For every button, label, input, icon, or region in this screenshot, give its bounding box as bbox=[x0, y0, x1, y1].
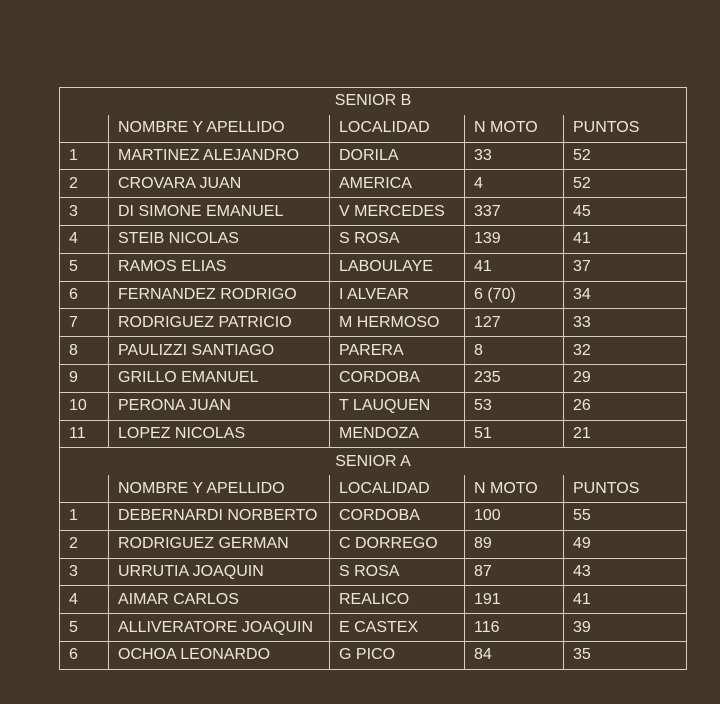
points-cell: 43 bbox=[564, 558, 687, 586]
section-title-row bbox=[60, 88, 687, 115]
section-title: SENIOR A bbox=[60, 448, 687, 475]
moto-number-cell: 33 bbox=[465, 142, 564, 170]
rider-name-cell: FERNANDEZ RODRIGO bbox=[109, 281, 330, 309]
section-title: SENIOR B bbox=[60, 88, 687, 115]
rider-name-cell: CROVARA JUAN bbox=[109, 170, 330, 198]
header-locality: LOCALIDAD bbox=[330, 475, 465, 502]
rider-name-cell: RODRIGUEZ PATRICIO bbox=[109, 309, 330, 337]
table-row bbox=[60, 641, 687, 669]
locality-cell: PARERA bbox=[330, 337, 465, 365]
rider-name-cell: GRILLO EMANUEL bbox=[109, 364, 330, 392]
rider-name-cell: STEIB NICOLAS bbox=[109, 225, 330, 253]
rider-name-cell: MARTINEZ ALEJANDRO bbox=[109, 142, 330, 170]
position-cell: 1 bbox=[60, 502, 109, 530]
position-cell: 4 bbox=[60, 586, 109, 614]
header-pos bbox=[60, 115, 109, 142]
position-cell: 9 bbox=[60, 364, 109, 392]
points-cell: 52 bbox=[564, 170, 687, 198]
table-row bbox=[60, 586, 687, 614]
points-cell: 41 bbox=[564, 586, 687, 614]
table-row bbox=[60, 142, 687, 170]
moto-number-cell: 337 bbox=[465, 198, 564, 226]
locality-cell: I ALVEAR bbox=[330, 281, 465, 309]
points-cell: 55 bbox=[564, 502, 687, 530]
locality-cell: CORDOBA bbox=[330, 502, 465, 530]
section-title-row bbox=[60, 448, 687, 475]
position-cell: 5 bbox=[60, 253, 109, 281]
locality-cell: CORDOBA bbox=[330, 364, 465, 392]
moto-number-cell: 139 bbox=[465, 225, 564, 253]
moto-number-cell: 84 bbox=[465, 641, 564, 669]
position-cell: 3 bbox=[60, 558, 109, 586]
moto-number-cell: 89 bbox=[465, 530, 564, 558]
locality-cell: M HERMOSO bbox=[330, 309, 465, 337]
moto-number-cell: 8 bbox=[465, 337, 564, 365]
rider-name-cell: ALLIVERATORE JOAQUIN bbox=[109, 614, 330, 642]
position-cell: 8 bbox=[60, 337, 109, 365]
table-row bbox=[60, 558, 687, 586]
header-locality: LOCALIDAD bbox=[330, 115, 465, 142]
locality-cell: S ROSA bbox=[330, 558, 465, 586]
position-cell: 6 bbox=[60, 281, 109, 309]
moto-number-cell: 51 bbox=[465, 420, 564, 448]
table-row bbox=[60, 309, 687, 337]
header-pos bbox=[60, 475, 109, 502]
rider-name-cell: RAMOS ELIAS bbox=[109, 253, 330, 281]
moto-number-cell: 235 bbox=[465, 364, 564, 392]
rider-name-cell: DI SIMONE EMANUEL bbox=[109, 198, 330, 226]
points-cell: 32 bbox=[564, 337, 687, 365]
points-cell: 29 bbox=[564, 364, 687, 392]
table-row bbox=[60, 364, 687, 392]
moto-number-cell: 6 (70) bbox=[465, 281, 564, 309]
locality-cell: G PICO bbox=[330, 641, 465, 669]
locality-cell: C DORREGO bbox=[330, 530, 465, 558]
position-cell: 10 bbox=[60, 392, 109, 420]
table-row bbox=[60, 253, 687, 281]
header-name: NOMBRE Y APELLIDO bbox=[109, 115, 330, 142]
moto-number-cell: 116 bbox=[465, 614, 564, 642]
position-cell: 5 bbox=[60, 614, 109, 642]
table-row bbox=[60, 225, 687, 253]
points-cell: 34 bbox=[564, 281, 687, 309]
table-row bbox=[60, 337, 687, 365]
locality-cell: REALICO bbox=[330, 586, 465, 614]
table-row bbox=[60, 502, 687, 530]
header-row bbox=[60, 475, 687, 502]
position-cell: 6 bbox=[60, 641, 109, 669]
locality-cell: S ROSA bbox=[330, 225, 465, 253]
rider-name-cell: PERONA JUAN bbox=[109, 392, 330, 420]
locality-cell: T LAUQUEN bbox=[330, 392, 465, 420]
points-cell: 37 bbox=[564, 253, 687, 281]
points-cell: 45 bbox=[564, 198, 687, 226]
rider-name-cell: LOPEZ NICOLAS bbox=[109, 420, 330, 448]
points-cell: 52 bbox=[564, 142, 687, 170]
table-row bbox=[60, 420, 687, 448]
position-cell: 1 bbox=[60, 142, 109, 170]
points-cell: 41 bbox=[564, 225, 687, 253]
table-row bbox=[60, 614, 687, 642]
table-row bbox=[60, 530, 687, 558]
moto-number-cell: 191 bbox=[465, 586, 564, 614]
locality-cell: E CASTEX bbox=[330, 614, 465, 642]
table-row bbox=[60, 170, 687, 198]
locality-cell: DORILA bbox=[330, 142, 465, 170]
locality-cell: MENDOZA bbox=[330, 420, 465, 448]
position-cell: 2 bbox=[60, 170, 109, 198]
points-cell: 49 bbox=[564, 530, 687, 558]
header-row bbox=[60, 115, 687, 142]
rider-name-cell: OCHOA LEONARDO bbox=[109, 641, 330, 669]
locality-cell: V MERCEDES bbox=[330, 198, 465, 226]
header-points: PUNTOS bbox=[564, 115, 687, 142]
points-cell: 35 bbox=[564, 641, 687, 669]
points-cell: 21 bbox=[564, 420, 687, 448]
header-name: NOMBRE Y APELLIDO bbox=[109, 475, 330, 502]
moto-number-cell: 53 bbox=[465, 392, 564, 420]
table-row bbox=[60, 198, 687, 226]
moto-number-cell: 41 bbox=[465, 253, 564, 281]
moto-number-cell: 127 bbox=[465, 309, 564, 337]
rider-name-cell: RODRIGUEZ GERMAN bbox=[109, 530, 330, 558]
table-row bbox=[60, 281, 687, 309]
points-cell: 33 bbox=[564, 309, 687, 337]
header-moto: N MOTO bbox=[465, 115, 564, 142]
rider-name-cell: URRUTIA JOAQUIN bbox=[109, 558, 330, 586]
moto-number-cell: 87 bbox=[465, 558, 564, 586]
position-cell: 4 bbox=[60, 225, 109, 253]
header-points: PUNTOS bbox=[564, 475, 687, 502]
locality-cell: LABOULAYE bbox=[330, 253, 465, 281]
locality-cell: AMERICA bbox=[330, 170, 465, 198]
table-row bbox=[60, 392, 687, 420]
points-cell: 26 bbox=[564, 392, 687, 420]
position-cell: 3 bbox=[60, 198, 109, 226]
position-cell: 2 bbox=[60, 530, 109, 558]
position-cell: 7 bbox=[60, 309, 109, 337]
points-cell: 39 bbox=[564, 614, 687, 642]
standings-table bbox=[59, 87, 687, 670]
position-cell: 11 bbox=[60, 420, 109, 448]
moto-number-cell: 100 bbox=[465, 502, 564, 530]
rider-name-cell: AIMAR CARLOS bbox=[109, 586, 330, 614]
rider-name-cell: PAULIZZI SANTIAGO bbox=[109, 337, 330, 365]
moto-number-cell: 4 bbox=[465, 170, 564, 198]
rider-name-cell: DEBERNARDI NORBERTO bbox=[109, 502, 330, 530]
header-moto: N MOTO bbox=[465, 475, 564, 502]
